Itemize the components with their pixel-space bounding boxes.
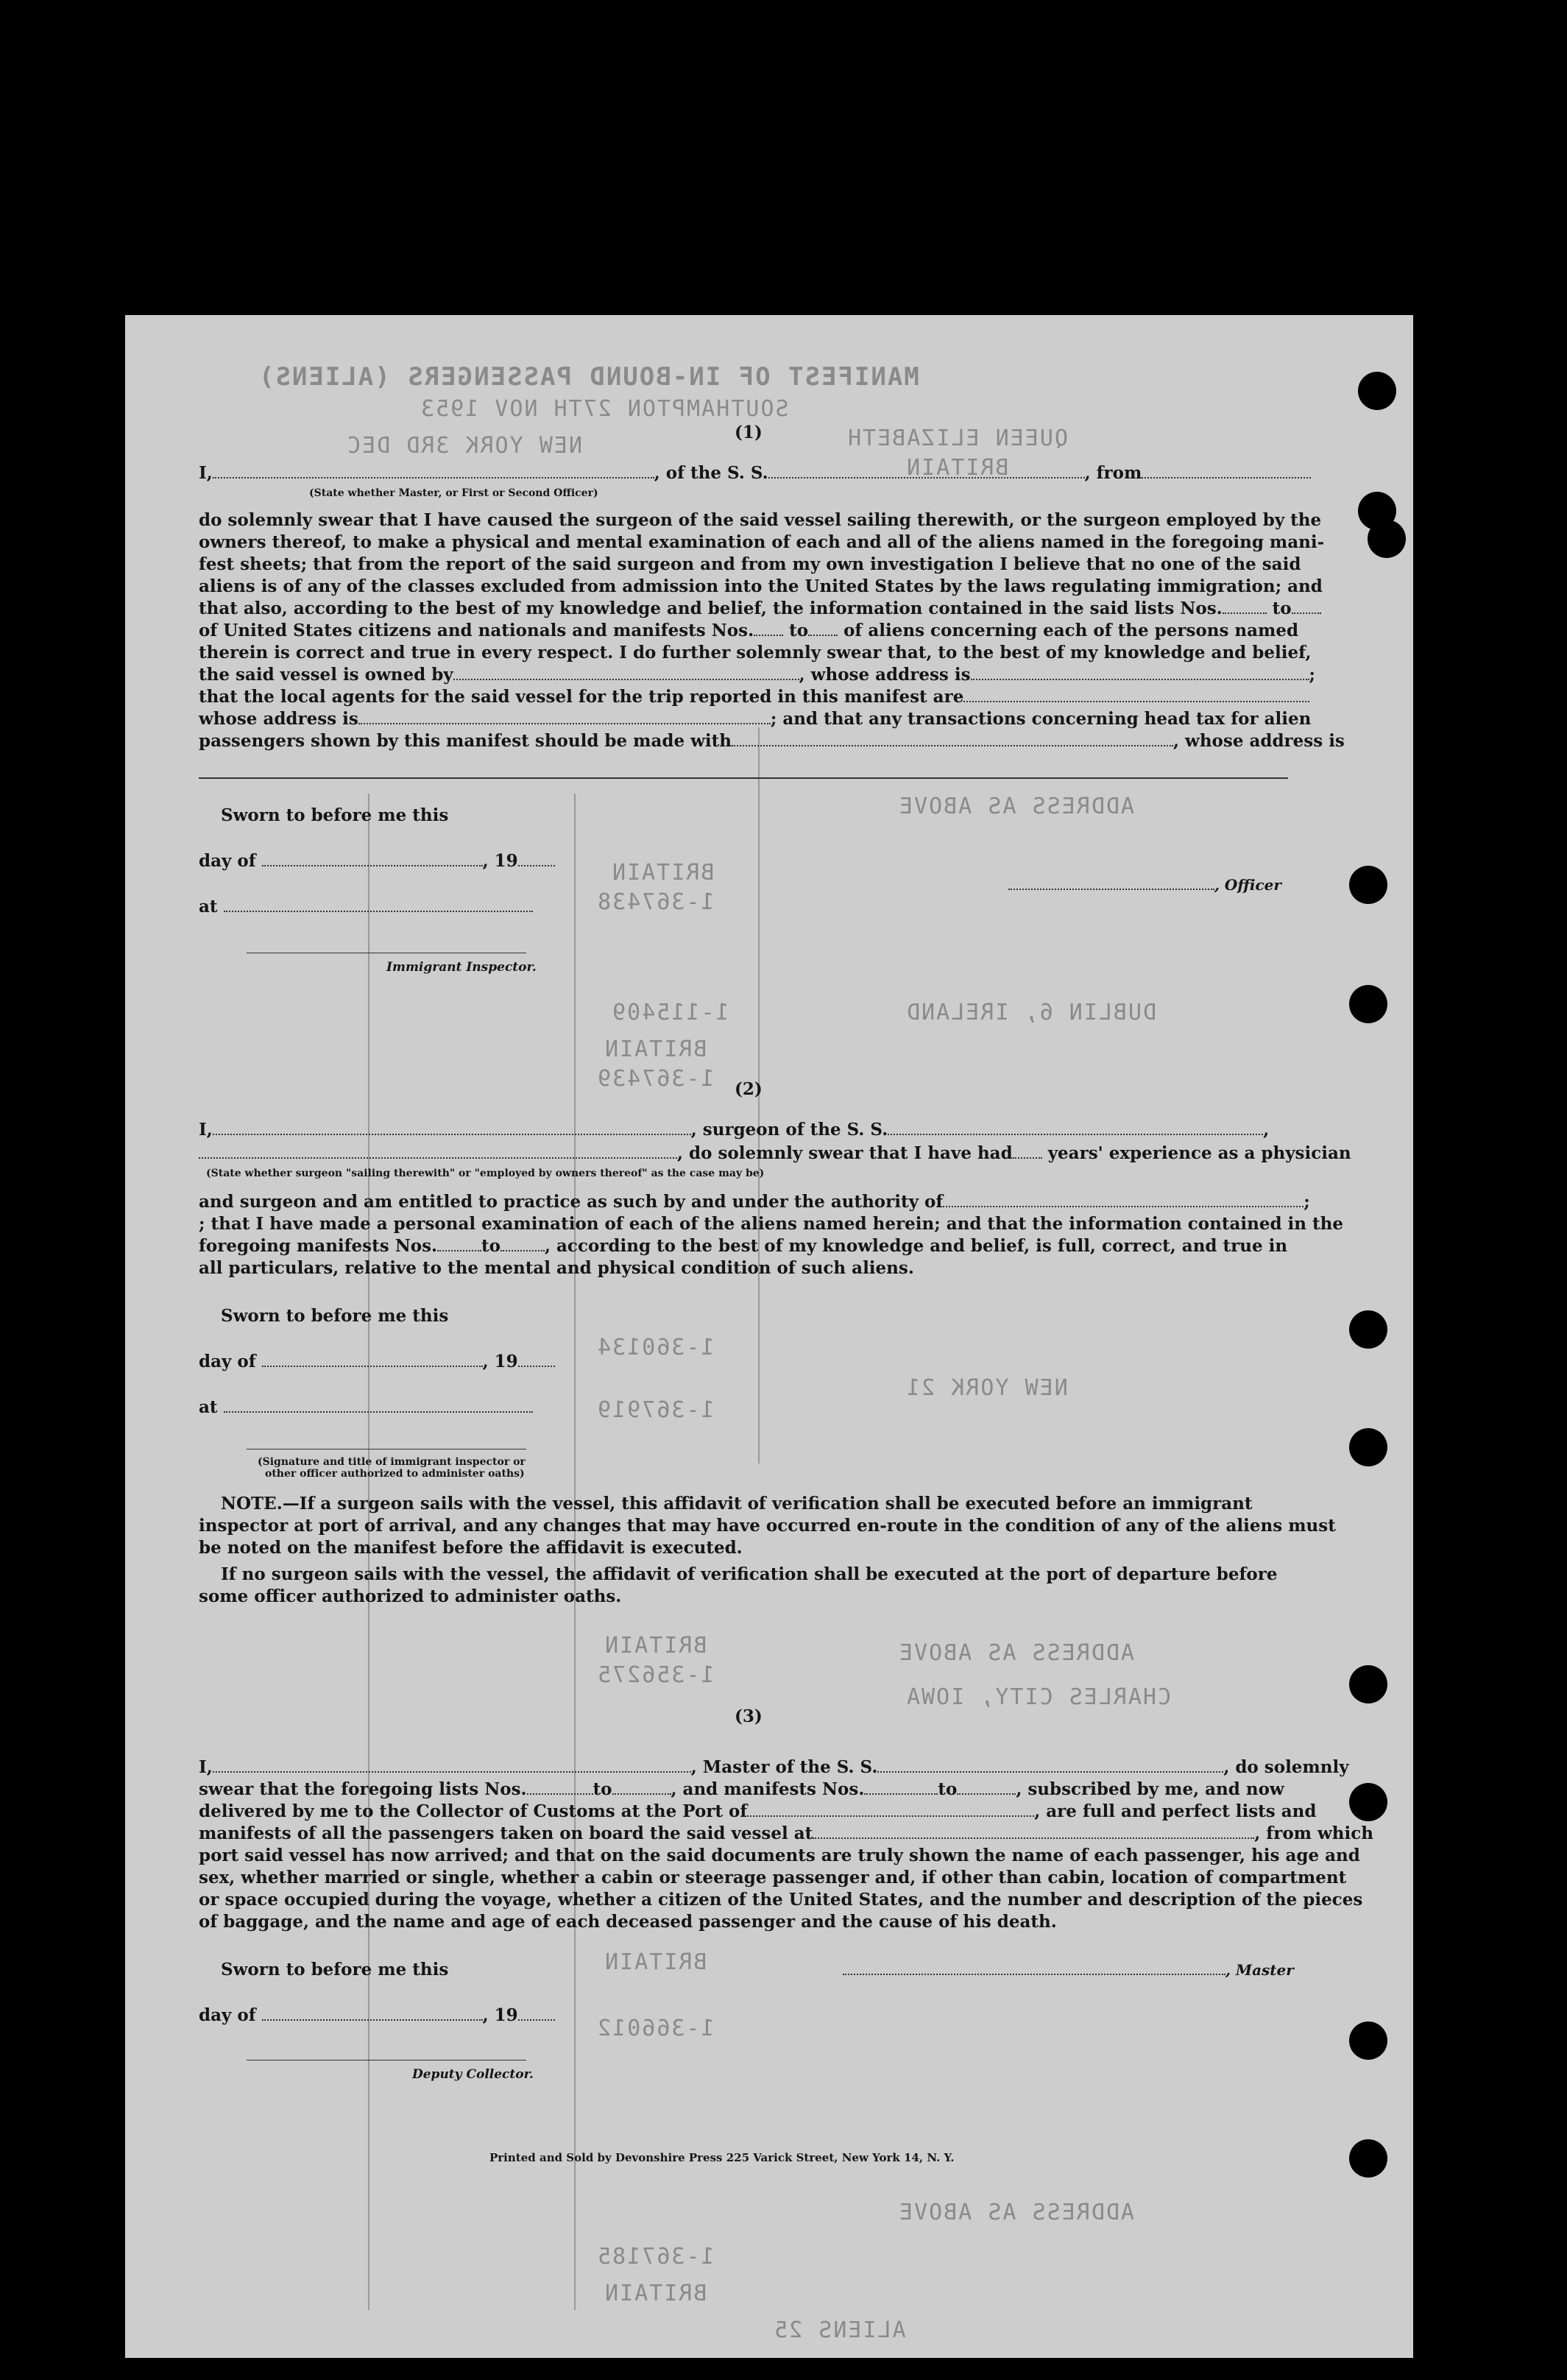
section-1-text-4: aliens is of any of the classes excluded from admission into the United States by the laws regulating immigration; and	[199, 576, 1323, 596]
section-1-text-1: do solemnly swear that I have caused the surgeon of the said vessel sailing therewith, or the surgeon employed by the	[199, 510, 1322, 530]
punch-hole	[1349, 1310, 1387, 1349]
day-of-label-1: day of , 19	[199, 851, 555, 871]
section-3-number: (3)	[735, 1706, 763, 1726]
day-of-label-3: day of , 19	[199, 2005, 555, 2025]
section-3-text-6: or space occupied during the voyage, whether a citizen of the United States, and the number and description of the pieces	[199, 1890, 1363, 1910]
note-text-3: be noted on the manifest before the affidavit is executed.	[199, 1538, 743, 1558]
section-3-text-3: manifests of all the passengers taken on board the said vessel at , from which	[199, 1823, 1373, 1843]
section-3-text-5: sex, whether married or single, whether a cabin or steerage passenger and, if other than cabin, location of compartment	[199, 1868, 1347, 1888]
officer-signature: , Officer	[1008, 875, 1281, 894]
immigrant-inspector-label: Immigrant Inspector.	[386, 960, 537, 975]
sworn-label-2: Sworn to before me this	[221, 1306, 449, 1326]
section-1-caption: (State whether Master, or First or Second Officer)	[309, 487, 598, 499]
master-signature: , Master	[843, 1960, 1294, 1980]
section-2-text-3: foregoing manifests Nos. to , according to the best of my knowledge and belief, is full, correct, and true in	[199, 1236, 1288, 1256]
section-1-intro-line: I, , of the S. S. , from	[199, 462, 1295, 484]
punch-hole	[1349, 1665, 1387, 1703]
section-2-text-1: and surgeon and am entitled to practice as such by and under the authority of ;	[199, 1192, 1310, 1212]
punch-hole	[1368, 520, 1406, 558]
note-text-5: some officer authorized to administer oaths.	[199, 1586, 622, 1606]
at-label-2: at	[199, 1397, 533, 1417]
note-text-4: If no surgeon sails with the vessel, the affidavit of verification shall be executed at the port of departure before	[221, 1564, 1278, 1584]
section-3-text-1: swear that the foregoing lists Nos. to , and manifests Nos. to , subscribed by me, and now	[199, 1779, 1284, 1799]
sworn-label-3: Sworn to before me this	[221, 1960, 449, 1980]
manifest-sheet: MANIFEST OF IN-BOUND PASSENGERS (ALIENS) SOUTHAMPTON 27TH NOV 1953 NEW YORK 3RD DEC QUEEN ELIZABETH BRITAIN ADDRESS AS ABOVE 1-367438 BRITAIN 1-115409 DUBLIN 6, IRELAND BRITAIN 1-367439 1-360134 NEW YORK 21 1-367919 BRITAIN ADDRESS AS ABOVE 1-356275 CHARLES CITY, IOWA BRITAIN 1-366012 ADDRESS AS ABOVE 1-367185 BRITAIN ALIENS 25 (1) I, , of the S. S. , from (State whether Master, or First or Second Officer) do solemnly swear that I have caused the surgeon of the said vessel sailing therewith, or the surgeon employed by the owners thereof, to make a physical and mental examination of each and all of the aliens named in the foregoing mani- fest sheets; that from the report of the said surgeon and from my own investigation I believe that no one of the said aliens is of any of the classes excluded from admission into the United States by the laws regulating immigration; and that also, according to the best of my knowledge and belief, the information contained in the said lists Nos. to of United States citizens and nationals and manifests Nos. to of aliens concerning each of the persons named therein is correct and true in every respect. I do further solemnly swear that, to the best of my knowledge and belief, the said vessel is owned by , whose address is ; that the local agents for the said vessel for the trip reported in this manifest are whose address is ; and that any transactions concerning head tax for alien passengers shown by this manifest should be made with , whose address is Sworn to before me this day of , 19 at , Officer Immigrant Inspector. (2) I, , surgeon of the S. S. , , do solemnly swear that I have had years' experience as a physician (State whether surgeon "sailing therewith" or "employed by owners thereof" as the case may be) and surgeon and am entitled to practice as such by and under the authority of ; ; that I have made a personal examination of each of the aliens named herein; and that the information contained in the foregoing manifests Nos. to , according to the best of my knowledge and belief, is full, correct, and true in all particulars, relative to the mental and physical condition of such aliens. Sworn to before me this day of , 19 at (Signature and title of immigrant inspector or other officer authorized to administer oaths) NOTE.—If a surgeon sails with the vessel, this affidavit of verification shall be executed before an immigrant inspector at port of arrival, and any changes that may have occurred en-route in the condition of any of the aliens must be noted on the manifest before the affidavit is executed. If no surgeon sails with the vessel, the affidavit of verification shall be executed at the port of departure before some officer authorized to administer oaths. (3) I, , Master of the S. S. , do solemnly swear that the foregoing lists Nos. to , and manifests Nos. to , subscribed by me, and now delivered by me to the Collector of Customs at the Port of , are full and perfect lists and manifests of all the passengers taken on board the said vessel at , from which port said vessel has now arrived; and that on the said documents are truly shown the name of each passenger, his age and sex, whether married or single, whether a cabin or steerage passenger and, if other than cabin, location of compartment or space occupied during the voyage, whether a citizen of the United States, and the number and description of the pieces of baggage, and the name and age of each deceased passenger and the cause of his death. Sworn to before me this day of , 19 , Master Deputy Collector. Printed and Sold by Devonshire Press 225 Varick Street, New York 14, N. Y.	[125, 315, 1413, 2358]
section-3-text-2: delivered by me to the Collector of Customs at the Port of , are full and perfect lists and	[199, 1801, 1317, 1821]
signature-caption-2: other officer authorized to administer oaths)	[265, 1468, 525, 1480]
at-label-1: at	[199, 897, 533, 917]
section-2-number: (2)	[735, 1079, 763, 1099]
section-1-text-3: fest sheets; that from the report of the said surgeon and from my own investigation I believe that no one of the said	[199, 554, 1301, 574]
section-1-text-8: the said vessel is owned by , whose address is ;	[199, 665, 1316, 685]
collector-signature-line	[247, 2060, 526, 2061]
section-2-text-2: ; that I have made a personal examination of each of the aliens named herein; and that the information contained in the	[199, 1214, 1343, 1234]
punch-hole	[1349, 866, 1387, 904]
punch-hole	[1349, 1783, 1387, 1821]
section-3-text-4: port said vessel has now arrived; and that on the said documents are truly shown the name of each passenger, his age and	[199, 1846, 1360, 1865]
note-text-1: NOTE.—If a surgeon sails with the vessel, this affidavit of verification shall be executed before an immigrant	[221, 1494, 1253, 1514]
punch-hole	[1349, 2021, 1387, 2060]
section-1-text-6: of United States citizens and nationals and manifests Nos. to of aliens concerning each of the persons named	[199, 621, 1299, 640]
section-2-text-4: all particulars, relative to the mental and physical condition of such aliens.	[199, 1258, 914, 1278]
deputy-collector-label: Deputy Collector.	[412, 2067, 534, 2082]
section-2-caption: (State whether surgeon "sailing therewith" or "employed by owners thereof" as the case may be)	[206, 1168, 765, 1179]
section-3-text-7: of baggage, and the name and age of each deceased passenger and the cause of his death.	[199, 1912, 1057, 1932]
day-of-label-2: day of , 19	[199, 1352, 555, 1371]
section-2-intro-line: I, , surgeon of the S. S. ,	[199, 1120, 1270, 1140]
punch-hole	[1349, 985, 1387, 1023]
section-1-text-2: owners thereof, to make a physical and mental examination of each and all of the aliens named in the foregoing mani-	[199, 532, 1325, 552]
section-1-text-5: that also, according to the best of my knowledge and belief, the information contained in the said lists Nos. to	[199, 598, 1295, 620]
printer-footer: Printed and Sold by Devonshire Press 225 Varick Street, New York 14, N. Y.	[489, 2151, 955, 2164]
punch-hole	[1349, 2139, 1387, 2178]
note-text-2: inspector at port of arrival, and any changes that may have occurred en-route in the condition of any of the aliens must	[199, 1516, 1336, 1536]
section-3-intro-line: I, , Master of the S. S. , do solemnly	[199, 1757, 1349, 1777]
section-2-text-0: , do solemnly swear that I have had years' experience as a physician	[199, 1143, 1295, 1165]
punch-hole	[1358, 372, 1396, 410]
sworn-label-1: Sworn to before me this	[221, 805, 449, 825]
section-1-signature-line	[199, 777, 1288, 779]
section-1-text-7: therein is correct and true in every respect. I do further solemnly swear that, to the best of my knowledge and belief,	[199, 643, 1312, 663]
section-1-text-11: passengers shown by this manifest should be made with , whose address is	[199, 731, 1345, 751]
section-1-text-9: that the local agents for the said vessel for the trip reported in this manifest are	[199, 686, 1295, 708]
signature-caption-1: (Signature and title of immigrant inspector or	[258, 1456, 526, 1468]
section-1-text-10: whose address is ; and that any transactions concerning head tax for alien	[199, 709, 1312, 729]
punch-hole	[1349, 1428, 1387, 1466]
section-1-number: (1)	[735, 423, 763, 442]
